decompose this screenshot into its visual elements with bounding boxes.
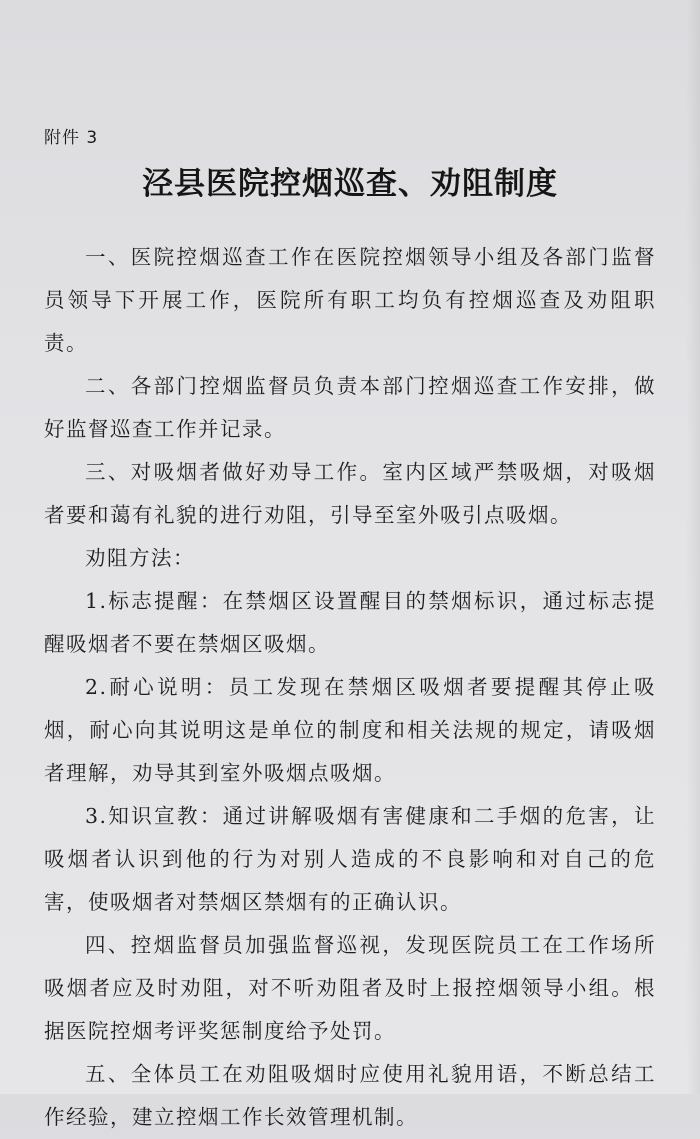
attachment-label: 附件 3: [44, 128, 99, 148]
methods-heading: 劝阻方法：: [85, 546, 195, 570]
paragraph-5: 五、全体员工在劝阻吸烟时应使用礼貌用语，不断总结工作经验，建立控烟工作长效管理机制。: [44, 1062, 656, 1129]
document-title: 泾县医院控烟巡查、劝阻制度: [142, 166, 558, 202]
paragraph-1: 一、医院控烟巡查工作在医院控烟领导小组及各部门监督员领导下开展工作，医院所有职工均负有控烟巡查及劝阻职责。: [44, 245, 656, 355]
document-body: [44, 236, 656, 1139]
paragraph-4: 四、控烟监督员加强监督巡视，发现医院员工在工作场所吸烟者应及时劝阻，对不听劝阻者及时上报控烟领导小组。根据医院控烟考评奖惩制度给予处罚。: [44, 933, 656, 1043]
method-1: 1.标志提醒：在禁烟区设置醒目的禁烟标识，通过标志提醒吸烟者不要在禁烟区吸烟。: [44, 589, 656, 656]
paragraph-2: 二、各部门控烟监督员负责本部门控烟巡查工作安排，做好监督巡查工作并记录。: [44, 374, 656, 441]
method-3: 3.知识宣教：通过讲解吸烟有害健康和二手烟的危害，让吸烟者认识到他的行为对别人造成的不良影响和对自己的危害，使吸烟者对禁烟区禁烟有的正确认识。: [44, 804, 656, 914]
paragraph-3: 三、对吸烟者做好劝导工作。室内区域严禁吸烟，对吸烟者要和蔼有礼貌的进行劝阻，引导至室外吸引点吸烟。: [44, 460, 656, 527]
method-2: 2.耐心说明：员工发现在禁烟区吸烟者要提醒其停止吸烟，耐心向其说明这是单位的制度和相关法规的规定，请吸烟者理解，劝导其到室外吸烟点吸烟。: [44, 675, 656, 785]
page-edge-shadow: [686, 0, 700, 1094]
